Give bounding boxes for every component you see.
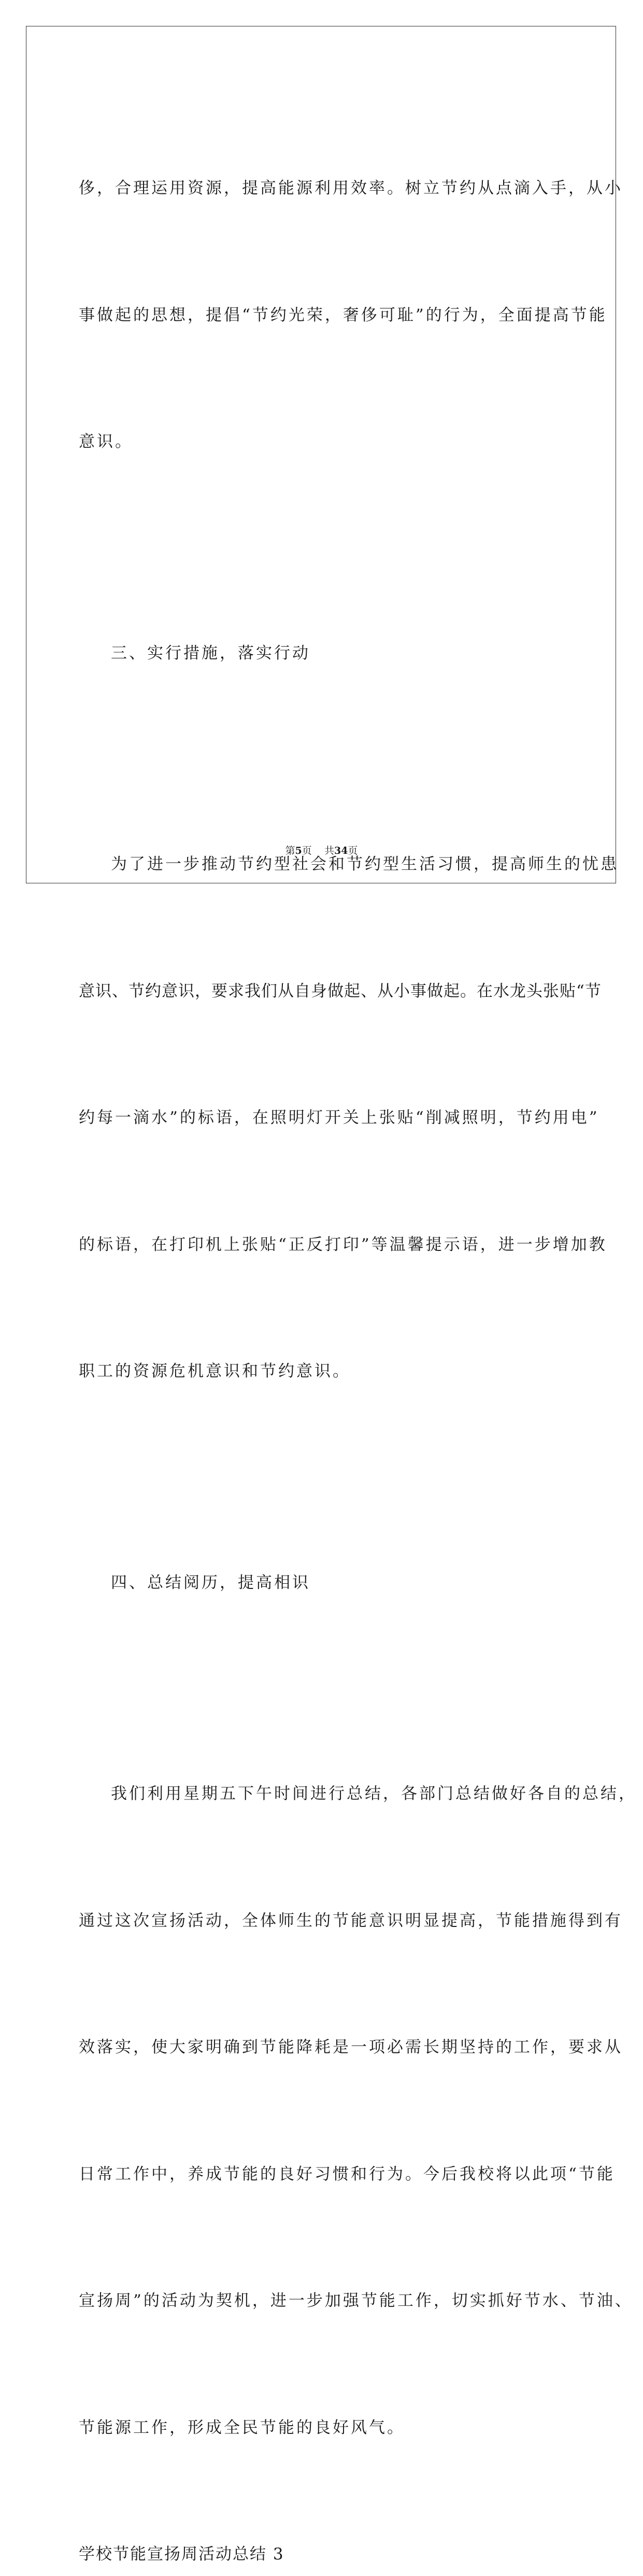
text-line: 侈，合理运用资源，提高能源利用效率。树立节约从点滴入手，从小 [79, 179, 623, 198]
text-line: 意识。 [79, 432, 133, 451]
text-line: 意识、节约意识，要求我们从自身做起、从小事做起。在水龙头张贴“节 [79, 981, 602, 1001]
section-heading [79, 548, 566, 759]
footer-page-unit: 页 [302, 845, 312, 856]
text-line: 事做起的思想，提倡“节约光荣，奢侈可耻”的行为，全面提高节能 [79, 305, 607, 325]
current-page-number: 5 [295, 845, 302, 856]
text-line: 宣扬周”的活动为契机，进一步加强节能工作，切实抓好节水、节油、 [79, 2291, 633, 2310]
paragraph [79, 1688, 637, 2533]
text-line: 的标语，在打印机上张贴“正反打印”等温馨提示语，进一步增加教 [79, 1235, 607, 1254]
text-line: 职工的资源危机意识和节约意识。 [79, 1362, 351, 1381]
text-line: 四、总结阅历，提高相识 [111, 1573, 310, 1592]
text-line: 约每一滴水”的标语，在照明灯开关上张贴“削减照明，节约用电” [79, 1108, 599, 1127]
text-line: 我们利用星期五下午时间进行总结，各部门总结做好各自的总结， [111, 1784, 637, 1803]
paragraph [79, 759, 619, 1477]
text-line: 日常工作中，养成节能的良好习惯和行为。今后我校将以此项“节能 [79, 2164, 615, 2184]
text-line: 效落实，使大家明确到节能降耗是一项必需长期坚持的工作，要求从 [79, 2038, 623, 2057]
total-page-count: 34 [334, 845, 348, 856]
document-body [79, 83, 637, 2576]
text-line: 节能源工作，形成全民节能的良好风气。 [79, 2418, 405, 2437]
page-footer [0, 843, 643, 857]
footer-prefix: 第 [285, 845, 295, 856]
paragraph [79, 83, 623, 548]
footer-total-prefix: 共 [324, 845, 334, 856]
section-heading [79, 1477, 566, 1689]
text-line: 为了进一步推动节约型社会和节约型生活习惯，提高师生的忧患 [111, 855, 619, 874]
text-line: 通过这次宣扬活动，全体师生的节能意识明显提高，节能措施得到有 [79, 1911, 623, 1930]
footer-total-unit: 页 [348, 845, 358, 856]
document-section-title: 学校节能宣扬周活动总结 3 [79, 2545, 284, 2564]
text-line: 三、实行措施，落实行动 [111, 643, 310, 663]
